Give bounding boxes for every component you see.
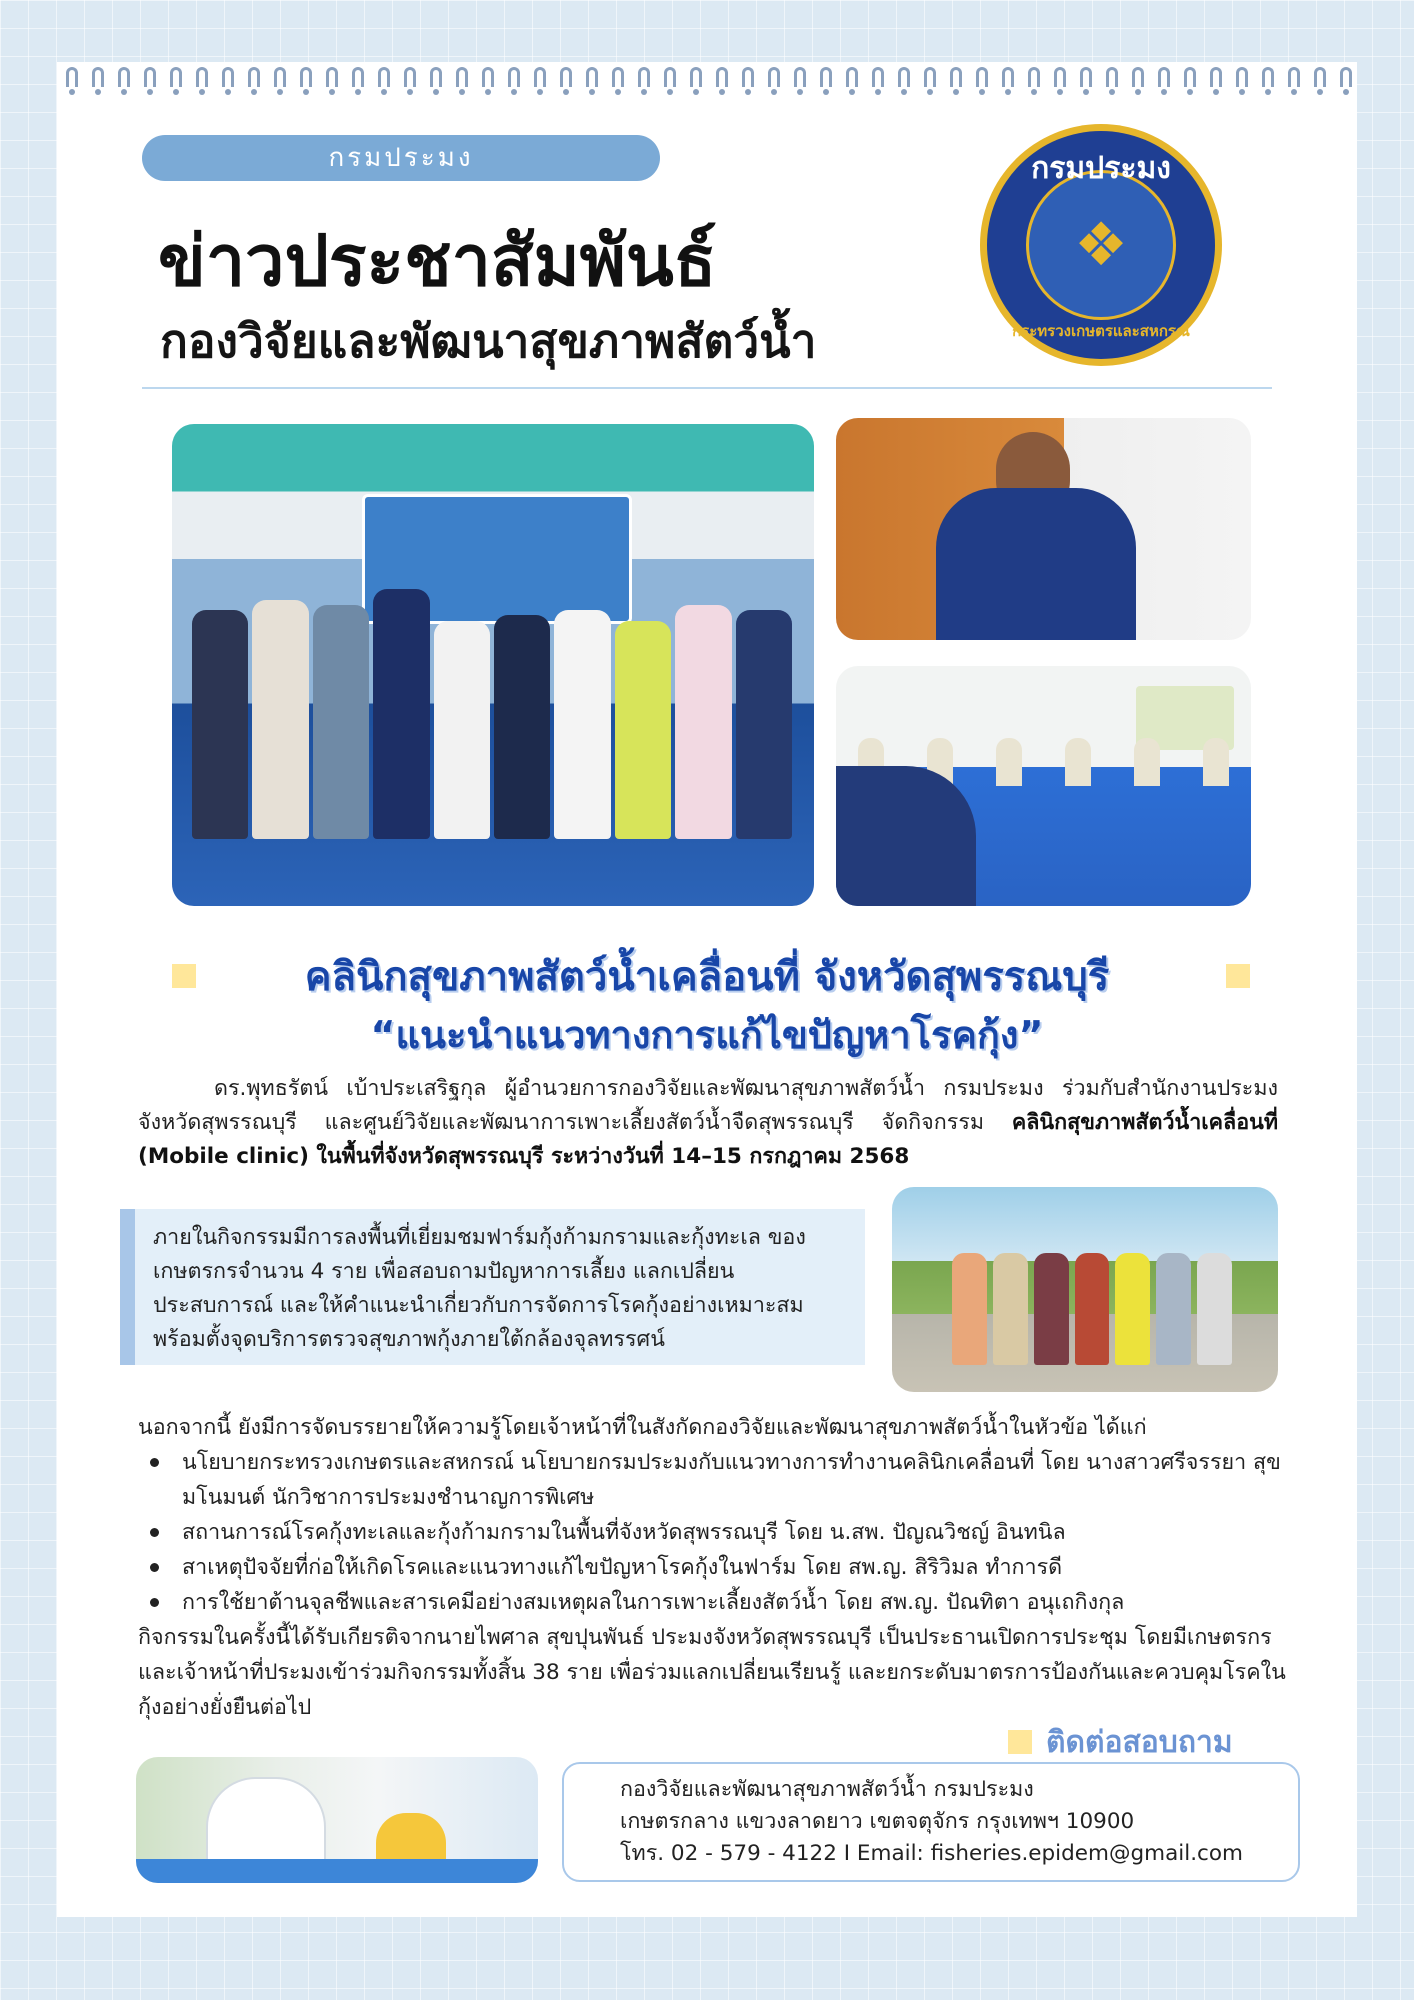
intro-text: ดร.พุทธรัตน์ เบ้าประเสริฐกุล ผู้อำนวยการกองวิจัยและพัฒนาสุขภาพสัตว์น้ำ กรมประมง ร่วมกับสำนักงานประมงจังหวัดสุพรรณบุรี และศูนย์วิจัยและพัฒนาการเพาะเลี้ยงสัตว์น้ำจืดสุพรรณบุรี จัดกิจกรรม <box>138 1076 1278 1135</box>
department-of-fisheries-logo <box>980 124 1222 366</box>
deity-emblem-icon: ❖ <box>1026 170 1176 320</box>
page-title: ข่าวประชาสัมพันธ์ <box>158 220 717 302</box>
binder-ring <box>1054 67 1066 87</box>
binder-ring <box>664 67 676 87</box>
binder-ring <box>1288 67 1300 87</box>
binder-ring <box>768 67 780 87</box>
logo-emblem <box>987 131 1215 359</box>
lecture-item: การใช้ยาต้านจุลชีพและสารเคมีอย่างสมเหตุผลในการเพาะเลี้ยงสัตว์น้ำ โดย สพ.ญ. ปัณทิตา อนุเถกิงกุล <box>138 1585 1288 1620</box>
binder-ring <box>430 67 442 87</box>
binder-rings <box>66 62 1352 92</box>
logo-text-bottom: กระทรวงเกษตรและสหกรณ์ <box>1012 322 1190 340</box>
binder-ring <box>300 67 312 87</box>
lecture-item: นโยบายกระทรวงเกษตรและสหกรณ์ นโยบายกรมประมงกับแนวทางการทำงานคลินิกเคลื่อนที่ โดย นางสาวศรีจรรยา สุขมโนมนต์ นักวิชาการประมงชำนาญการพิเศษ <box>138 1445 1288 1515</box>
binder-ring <box>196 67 208 87</box>
binder-ring <box>352 67 364 87</box>
department-pill: กรมประมง <box>142 135 660 181</box>
farm-visit-photo <box>892 1187 1278 1392</box>
lecture-intro: นอกจากนี้ ยังมีการจัดบรรยายให้ความรู้โดยเจ้าหน้าที่ในสังกัดกองวิจัยและพัฒนาสุขภาพสัตว์น้ำในหัวข้อ ได้แก่ <box>138 1415 1147 1440</box>
binder-ring <box>820 67 832 87</box>
lecture-section <box>138 1410 1288 1725</box>
binder-ring <box>1262 67 1274 87</box>
binder-ring <box>326 67 338 87</box>
speaker-suit <box>936 488 1136 640</box>
speaker-photo <box>836 418 1251 640</box>
binder-ring <box>560 67 572 87</box>
binder-ring <box>456 67 468 87</box>
binder-ring <box>1158 67 1170 87</box>
binder-ring <box>898 67 910 87</box>
binder-ring <box>846 67 858 87</box>
binder-ring <box>1236 67 1248 87</box>
contact-organization: กองวิจัยและพัฒนาสุขภาพสัตว์น้ำ กรมประมง <box>620 1777 1034 1802</box>
binder-ring <box>1132 67 1144 87</box>
binder-ring <box>222 67 234 87</box>
page-subtitle: กองวิจัยและพัฒนาสุขภาพสัตว์น้ำ <box>160 314 817 368</box>
contact-phone-email: โทร. 02 - 579 - 4122 I Email: fisheries.epidem@gmail.com <box>620 1841 1243 1866</box>
lecture-item: สาเหตุปัจจัยที่ก่อให้เกิดโรคและแนวทางแก้ไขปัญหาโรคกุ้งในฟาร์ม โดย สพ.ญ. สิริวิมล ทำการดี <box>138 1550 1288 1585</box>
binder-ring <box>274 67 286 87</box>
binder-ring <box>1080 67 1092 87</box>
binder-ring <box>118 67 130 87</box>
group-people <box>192 579 792 839</box>
foreground-officer <box>836 766 976 906</box>
binder-ring <box>144 67 156 87</box>
binder-ring <box>1210 67 1222 87</box>
binder-ring <box>1184 67 1196 87</box>
contact-title: ติดต่อสอบถาม <box>1046 1724 1233 1760</box>
binder-ring <box>950 67 962 87</box>
lecture-item: สถานการณ์โรคกุ้งทะเลและกุ้งก้ามกรามในพื้นที่จังหวัดสุพรรณบุรี โดย น.สพ. ปัญณวิชญ์ อินทนิล <box>138 1515 1288 1550</box>
binder-ring <box>92 67 104 87</box>
binder-ring <box>924 67 936 87</box>
logo-text-top: กรมประมง <box>1031 151 1171 186</box>
binder-ring <box>638 67 650 87</box>
binder-ring <box>66 67 78 87</box>
binder-ring <box>690 67 702 87</box>
lab-bench <box>136 1859 538 1883</box>
binder-ring <box>534 67 546 87</box>
intro-paragraph <box>138 1072 1278 1174</box>
contact-heading <box>1008 1722 1233 1762</box>
highlight-box: ภายในกิจกรรมมีการลงพื้นที่เยี่ยมชมฟาร์มกุ้งก้ามกรามและกุ้งทะเล ของเกษตรกรจำนวน 4 ราย เพื่อสอบถามปัญหาการเลี้ยง แลกเปลี่ยนประสบการณ์ และให้คำแนะนำเกี่ยวกับการจัดการโรคกุ้งอย่างเหมาะสม พร้อมตั้งจุดบริการตรวจสุขภาพกุ้งภายใต้กล้องจุลทรรศน์ <box>120 1209 865 1365</box>
headline-line-2: “แนะนำแนวทางการแก้ไขปัญหาโรคกุ้ง” <box>370 1013 1044 1057</box>
binder-ring <box>482 67 494 87</box>
meeting-photo <box>836 666 1251 906</box>
binder-ring <box>1002 67 1014 87</box>
binder-ring <box>872 67 884 87</box>
contact-square-icon <box>1008 1730 1032 1754</box>
binder-ring <box>248 67 260 87</box>
binder-ring <box>716 67 728 87</box>
binder-ring <box>976 67 988 87</box>
lab-photo <box>136 1757 538 1883</box>
binder-ring <box>404 67 416 87</box>
binder-ring <box>794 67 806 87</box>
headline-line-1: คลินิกสุขภาพสัตว์น้ำเคลื่อนที่ จังหวัดสุพรรณบุรี <box>304 954 1110 1000</box>
binder-ring <box>1314 67 1326 87</box>
farm-visitors <box>952 1235 1232 1365</box>
binder-ring <box>170 67 182 87</box>
binder-ring <box>1028 67 1040 87</box>
header-divider <box>142 387 1272 389</box>
binder-ring <box>1340 67 1352 87</box>
binder-ring <box>378 67 390 87</box>
closing-paragraph: กิจกรรมในครั้งนี้ได้รับเกียรติจากนายไพศาล สุขปุนพันธ์ ประมงจังหวัดสุพรรณบุรี เป็นประธานเปิดการประชุม โดยมีเกษตรกรและเจ้าหน้าที่ประมงเข้าร่วมกิจกรรมทั้งสิ้น 38 ราย เพื่อร่วมแลกเปลี่ยนเรียนรู้ และยกระดับมาตรการป้องกันและควบคุมโรคในกุ้งอย่างยั่งยืนต่อไป <box>138 1625 1286 1720</box>
contact-box <box>562 1762 1300 1882</box>
binder-ring <box>1106 67 1118 87</box>
binder-ring <box>508 67 520 87</box>
lecture-list <box>138 1445 1288 1620</box>
binder-ring <box>742 67 754 87</box>
group-photo <box>172 424 814 906</box>
intro-bold: คลินิกสุขภาพสัตว์น้ำเคลื่อนที่ (Mobile clinic) ในพื้นที่จังหวัดสุพรรณบุรี ระหว่างวันที่ 14–15 กรกฎาคม 2568 <box>138 1110 1278 1169</box>
binder-ring <box>612 67 624 87</box>
binder-ring <box>586 67 598 87</box>
contact-address: เกษตรกลาง แขวงลาดยาว เขตจตุจักร กรุงเทพฯ 10900 <box>620 1809 1135 1834</box>
